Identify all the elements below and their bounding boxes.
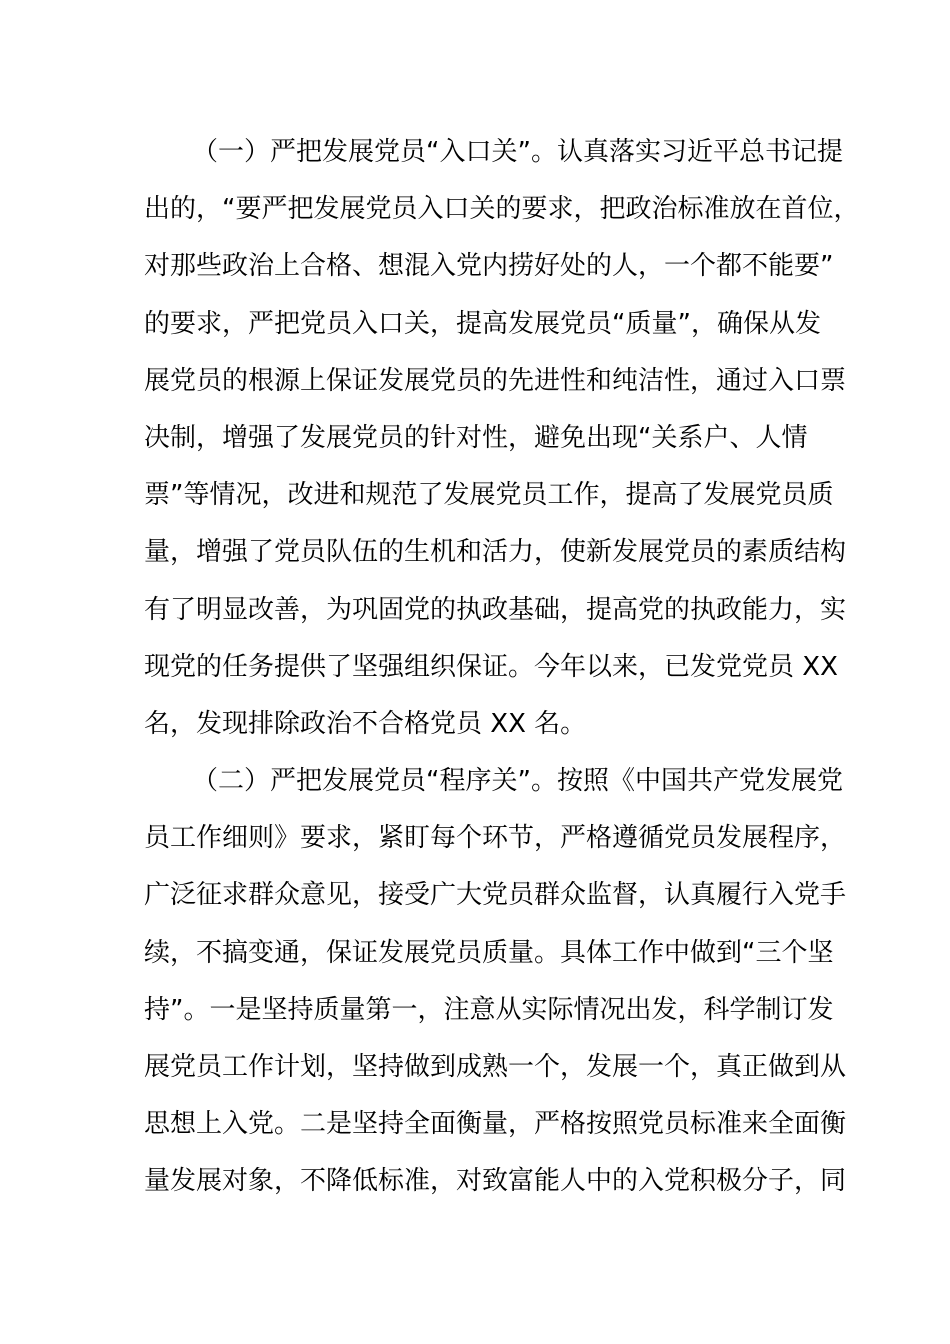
document-body xyxy=(144,124,860,1211)
text-line: 展党员工作计划，坚持做到成熟一个，发展一个，真正做到从 xyxy=(144,1052,847,1082)
text-line: 展党员的根源上保证发展党员的先进性和纯洁性，通过入口票 xyxy=(144,365,847,396)
text-line: 续，不搞变通，保证发展党员质量。具体工作中做到“三个坚 xyxy=(144,937,834,968)
paragraph-entry-gate xyxy=(144,124,860,753)
text-line: 对那些政治上合格、想混入党内捞好处的人，一个都不能要” xyxy=(144,251,834,282)
text-line: 票”等情况，改进和规范了发展党员工作，提高了发展党员质 xyxy=(144,480,834,511)
text-line: 思想上入党。二是坚持全面衡量，严格按照党员标准来全面衡 xyxy=(144,1109,847,1140)
text-line: 量发展对象，不降低标准，对致富能人中的入党积极分子，同 xyxy=(144,1166,847,1197)
text-line: （一）严把发展党员“入口关”。认真落实习近平总书记提 xyxy=(192,137,843,167)
text-line: 现党的任务提供了坚强组织保证。今年以来，已发党党员 XX xyxy=(144,651,838,682)
text-line: 广泛征求群众意见，接受广大党员群众监督，认真履行入党手 xyxy=(144,880,847,911)
text-line: 有了明显改善，为巩固党的执政基础，提高党的执政能力，实 xyxy=(144,594,847,625)
text-line: 的要求，严把党员入口关，提高发展党员“质量”，确保从发 xyxy=(144,308,821,339)
text-line: 决制，增强了发展党员的针对性，避免出现“关系户、人情 xyxy=(144,422,808,453)
text-line: （二）严把发展党员“程序关”。按照《中国共产党发展党 xyxy=(192,766,843,797)
text-line: 名，发现排除政治不合格党员 XX 名。 xyxy=(144,708,587,739)
paragraph-procedure-gate xyxy=(144,753,847,1211)
text-line: 量，增强了党员队伍的生机和活力，使新发展党员的素质结构 xyxy=(144,537,847,568)
text-line: 出的，“要严把发展党员入口关的要求，把政治标准放在首位， xyxy=(144,194,860,225)
text-line: 持”。一是坚持质量第一，注意从实际情况出发，科学制订发 xyxy=(144,994,834,1025)
text-line: 员工作细则》要求，紧盯每个环节，严格遵循党员发展程序， xyxy=(144,823,847,854)
